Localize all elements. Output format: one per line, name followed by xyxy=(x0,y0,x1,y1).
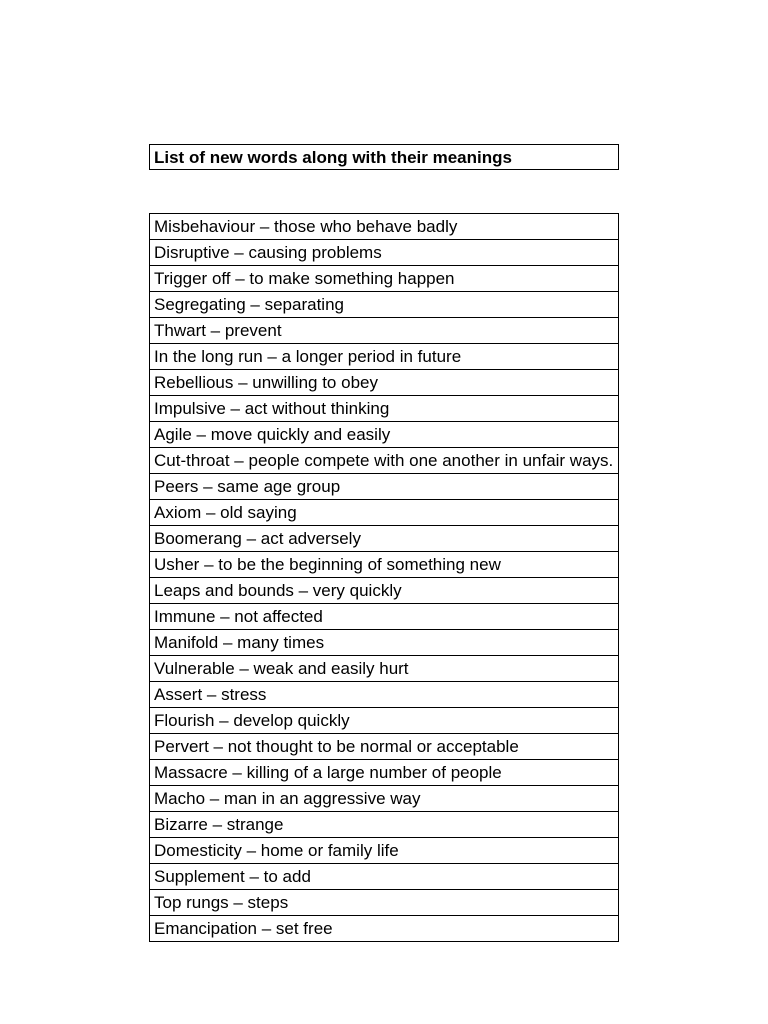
table-row xyxy=(150,786,619,812)
word-entry-cell: Massacre – killing of a large number of people xyxy=(150,760,619,786)
word-entry-cell: Thwart – prevent xyxy=(150,318,619,344)
word-entry-cell: Misbehaviour – those who behave badly xyxy=(150,214,619,240)
table-row xyxy=(150,864,619,890)
word-entry-cell: Cut-throat – people compete with one another in unfair ways. xyxy=(150,448,619,474)
table-row xyxy=(150,422,619,448)
table-row xyxy=(150,292,619,318)
word-entry-cell: Segregating – separating xyxy=(150,292,619,318)
word-list-table xyxy=(149,213,619,942)
word-entry-cell: Peers – same age group xyxy=(150,474,619,500)
word-entry-cell: Rebellious – unwilling to obey xyxy=(150,370,619,396)
word-entry-cell: Manifold – many times xyxy=(150,630,619,656)
table-row xyxy=(150,760,619,786)
word-entry-cell: Impulsive – act without thinking xyxy=(150,396,619,422)
word-entry-cell: Supplement – to add xyxy=(150,864,619,890)
table-row xyxy=(150,916,619,942)
word-entry-cell: Boomerang – act adversely xyxy=(150,526,619,552)
word-entry-cell: Agile – move quickly and easily xyxy=(150,422,619,448)
table-row xyxy=(150,838,619,864)
table-row xyxy=(150,448,619,474)
word-entry-cell: Immune – not affected xyxy=(150,604,619,630)
word-entry-cell: Assert – stress xyxy=(150,682,619,708)
document-title: List of new words along with their meanings xyxy=(149,144,619,170)
table-row xyxy=(150,604,619,630)
table-row xyxy=(150,890,619,916)
word-entry-cell: Emancipation – set free xyxy=(150,916,619,942)
table-row xyxy=(150,656,619,682)
table-row xyxy=(150,370,619,396)
word-entry-cell: Usher – to be the beginning of something new xyxy=(150,552,619,578)
word-entry-cell: Domesticity – home or family life xyxy=(150,838,619,864)
table-row xyxy=(150,240,619,266)
table-row xyxy=(150,344,619,370)
table-row xyxy=(150,318,619,344)
word-entry-cell: Vulnerable – weak and easily hurt xyxy=(150,656,619,682)
table-row xyxy=(150,474,619,500)
table-row xyxy=(150,734,619,760)
word-entry-cell: Top rungs – steps xyxy=(150,890,619,916)
table-row xyxy=(150,630,619,656)
table-row xyxy=(150,708,619,734)
word-entry-cell: Macho – man in an aggressive way xyxy=(150,786,619,812)
table-row xyxy=(150,526,619,552)
word-entry-cell: Disruptive – causing problems xyxy=(150,240,619,266)
table-row xyxy=(150,682,619,708)
word-entry-cell: Bizarre – strange xyxy=(150,812,619,838)
table-row xyxy=(150,552,619,578)
table-row xyxy=(150,578,619,604)
word-entry-cell: Flourish – develop quickly xyxy=(150,708,619,734)
table-row xyxy=(150,500,619,526)
word-entry-cell: Leaps and bounds – very quickly xyxy=(150,578,619,604)
table-row xyxy=(150,396,619,422)
word-entry-cell: Pervert – not thought to be normal or acceptable xyxy=(150,734,619,760)
word-entry-cell: Axiom – old saying xyxy=(150,500,619,526)
word-list-body xyxy=(150,214,619,942)
table-row xyxy=(150,266,619,292)
table-row xyxy=(150,812,619,838)
word-entry-cell: In the long run – a longer period in future xyxy=(150,344,619,370)
word-entry-cell: Trigger off – to make something happen xyxy=(150,266,619,292)
table-row xyxy=(150,214,619,240)
